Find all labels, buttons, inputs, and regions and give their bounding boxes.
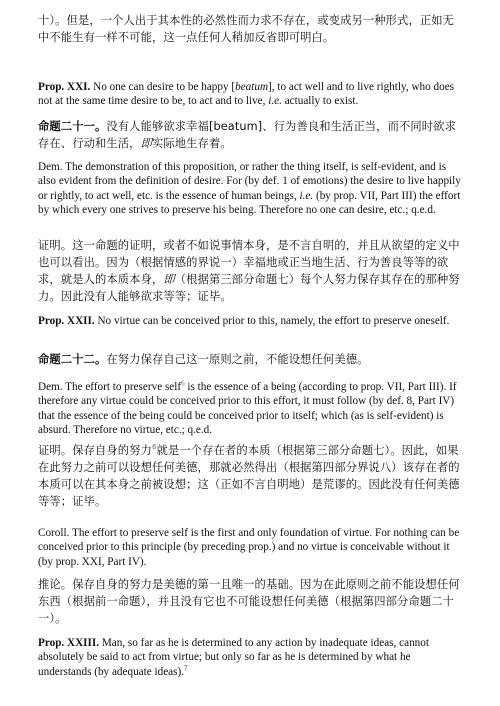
footnote-ref[interactable]: 6: [181, 379, 185, 388]
dem-21-en-text-c: (by prop. VII, Part III) the effort by which every one strives to preserve his being. Therefore no one can desire, etc.; q.e.d.: [38, 189, 461, 216]
dem-22-zh-text-b: 就是一个存在者的本质（根据第三部分命题七）。因此，如果在此努力之前可以设想任何美德，那就必然得出（根据第四部分界说八）该存在者的本质可以在其本身之前被设想；这（正如不言自明地）是荒谬的。因此没有任何美德等等；证毕。: [38, 444, 460, 508]
prop-21-zh-text-a: 没有人能够欲求幸福[beatum]、行为善良和生活正当，而不同时欲求存在、行动和生活，: [38, 120, 456, 150]
prop-21-zh-text-c: 实际地生存着。: [151, 137, 232, 150]
dem-21-zh: [38, 237, 462, 305]
dem-21-zh-emph: 即: [163, 273, 175, 286]
coroll-zh-text: 推论。保存自身的努力是美德的第一且唯一的基础。因为在此原则之前不能设想任何东西（根据前一命题），并且没有它也不可能设想任何美德（根据第四部分命题二十一）。: [38, 578, 460, 625]
prop-21-en-text-c: ], to act well and to live rightly, who does not at the same time desire to be, to act and to live,: [38, 81, 455, 108]
prop-21-en-label: Prop. XXI.: [38, 81, 91, 93]
coroll-en: [38, 526, 462, 569]
prop-22-en: [38, 314, 462, 328]
coroll-en-text: Coroll. The effort to preserve self is the first and only foundation of virtue. For nothing can be conceived prior to this principle (by preceding prop.) and no virtue is conceivable without it (by prop. XXI, Part IV).: [38, 527, 460, 568]
prop-22-zh-text: 在努力保存自己这一原则之前，不能设想任何美德。: [106, 353, 369, 366]
dem-21-zh-text-a: 证明。这一命题的证明，或者不如说事情本身，是不言自明的，并且从欲望的定义中也可以看出。因为（根据情感的界说一）幸福地或正当地生活、行为善良等等的欲求，就是人的本质本身，: [38, 239, 460, 286]
dem-22-en-text-a: Dem. The effort to preserve self: [38, 381, 182, 393]
prop-23-en: [38, 636, 462, 679]
dem-21-en-ie: i.e.: [299, 189, 314, 202]
dem-22-zh-text-a: 证明。保存自身的努力: [38, 444, 152, 457]
prop-23-en-text: Man, so far as he is determined to any action by inadequate ideas, cannot absolutely be said to act from virtue; but only so far as he is determined by what he understands (by adequate ideas).: [38, 637, 429, 678]
prop-22-zh-label: 命题二十二。: [38, 353, 107, 366]
prop-21-en: [38, 80, 462, 109]
prop-21-zh-label: 命题二十一。: [38, 120, 107, 133]
footnote-ref[interactable]: 7: [184, 663, 188, 672]
dem-21-zh-text-c: （根据第三部分命题七）每个人努力保存其存在的那种努力。因此没有人能够欲求等等；证毕。: [38, 273, 460, 303]
prop-22-zh: [38, 351, 462, 368]
prop-22-en-text: No virtue can be conceived prior to this, namely, the effort to preserve oneself.: [94, 315, 450, 327]
dem-22-en: [38, 380, 462, 437]
continuation-text: 十）。但是，一个人出于其本性的必然性而力求不存在，或变成另一种形式，正如无中不能生有一样不可能，这一点任何人稍加反省即可明白。: [38, 14, 455, 44]
footnote-ref[interactable]: 6: [151, 443, 157, 452]
dem-21-en-text-a: Dem. The demonstration of this proposition, or rather the thing itself, is self-evident, and is also evident from the definition of desire. For (by def. 1 of emotions) the desire to live happily or rightly, to act well, etc. is the essence of human beings,: [38, 161, 461, 202]
continuation-paragraph: [38, 12, 462, 46]
coroll-zh: [38, 576, 462, 627]
prop-21-zh: [38, 118, 462, 152]
dem-21-en: [38, 160, 462, 217]
prop-22-en-label: Prop. XXII.: [38, 315, 95, 327]
prop-21-en-text-a: No one can desire to be happy [: [90, 81, 236, 93]
prop-21-en-term: beatum: [235, 81, 269, 93]
prop-23-en-label: Prop. XXIII.: [38, 637, 100, 649]
prop-21-en-text-e: actually to exist.: [281, 95, 359, 108]
dem-22-zh: [38, 442, 462, 510]
prop-21-zh-emph: 即: [140, 137, 152, 150]
prop-21-en-ie: i.e.: [268, 95, 282, 108]
dem-22-en-text-b: is the essence of a being (according to prop. VII, Part III). If therefore any virtue could be conceived prior to this effort, it must follow (by def. 8, Part IV) that the essence of the being could be conceived prior to itself; which (as is self-evident) is absurd. Therefore no virtue, etc.; q.e.d.: [38, 381, 457, 436]
